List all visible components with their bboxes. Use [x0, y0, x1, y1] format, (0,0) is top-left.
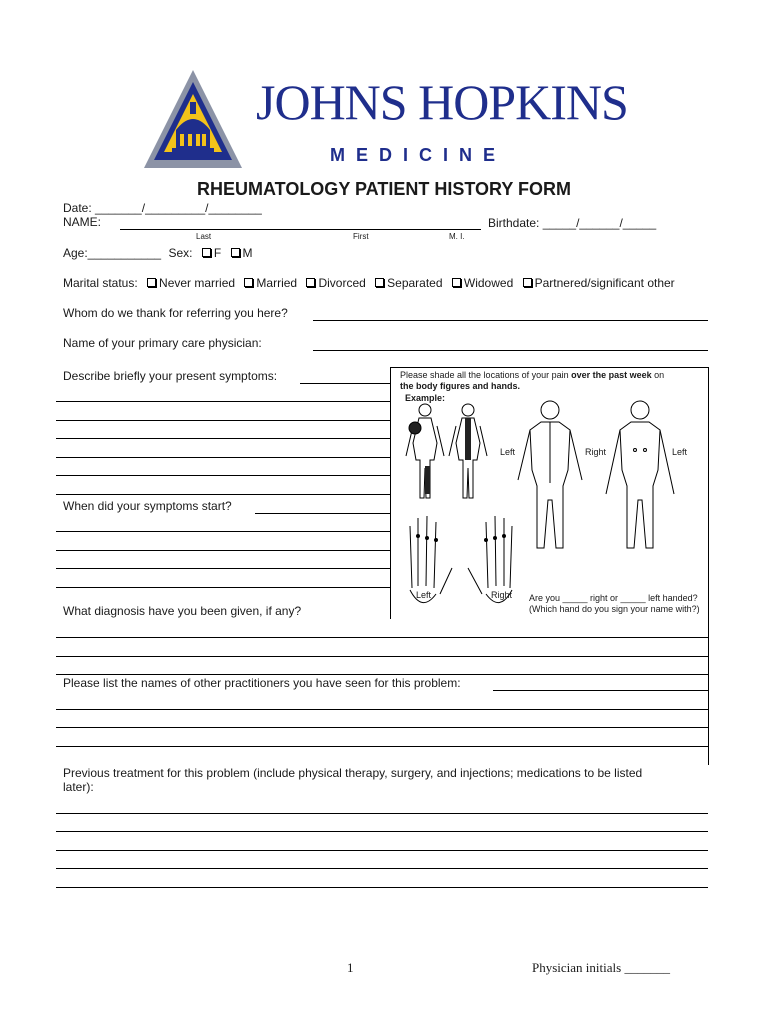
treatment-line[interactable] [56, 887, 708, 888]
treatment-question-2: later): [63, 780, 94, 794]
panel-border-top [390, 367, 708, 368]
example-back-figure-icon [449, 404, 487, 498]
start-line[interactable] [56, 587, 390, 588]
marital-label: Marital status: [63, 276, 138, 290]
handed-question-note: (Which hand do you sign your name with?) [529, 604, 700, 614]
panel-border-left [390, 367, 391, 619]
front-body-figure-icon [606, 401, 674, 548]
symptoms-question: Describe briefly your present symptoms: [63, 369, 278, 383]
symptoms-line[interactable] [56, 438, 390, 439]
pcp-question: Name of your primary care physician: [63, 336, 262, 350]
birthdate-field[interactable]: Birthdate: _____/______/_____ [488, 216, 657, 230]
marital-widowed-label: Widowed [463, 276, 514, 290]
start-line[interactable] [56, 550, 390, 551]
start-line[interactable] [56, 531, 390, 532]
logo-title: JOHNS HOPKINS [256, 74, 628, 130]
back-body-figure-icon [518, 401, 582, 548]
date-field[interactable]: Date: _______/_________/________ [63, 201, 262, 215]
pain-instruction-2: the body figures and hands. [400, 381, 521, 391]
diagnosis-line[interactable] [56, 674, 708, 675]
handed-question[interactable]: Are you _____ right or _____ left handed? [529, 593, 698, 603]
referral-question: Whom do we thank for referring you here? [63, 306, 288, 320]
name-label: NAME: [63, 215, 102, 229]
practitioners-line[interactable] [56, 709, 708, 710]
practitioners-line[interactable] [56, 727, 708, 728]
age-row [63, 246, 253, 260]
marital-married-label: Married [256, 276, 298, 290]
treatment-question: Previous treatment for this problem (include physical therapy, surgery, and injections; medications to be listed [63, 766, 643, 780]
pcp-field[interactable] [313, 350, 708, 351]
hopkins-shield-icon [140, 68, 246, 174]
physician-initials[interactable]: Physician initials _______ [532, 960, 670, 975]
start-field[interactable] [255, 513, 390, 514]
pain-instruction: Please shade all the locations of your pain over the past week on [400, 370, 665, 380]
hand-left-label: Left [416, 590, 432, 600]
example-front-figure-icon [406, 404, 444, 498]
diagnosis-line[interactable] [56, 637, 708, 638]
age-field[interactable]: Age:___________ [63, 246, 162, 260]
marital-never-label: Never married [159, 276, 236, 290]
sex-m-checkbox[interactable] [231, 248, 240, 257]
marital-row [63, 276, 675, 290]
johns-hopkins-logo [140, 68, 630, 176]
label-right-1: Right [585, 447, 607, 457]
panel-border-right [708, 367, 709, 765]
symptoms-line[interactable] [56, 401, 390, 402]
practitioners-line[interactable] [56, 746, 708, 747]
name-sub-first: First [353, 232, 369, 241]
label-left-2: Left [672, 447, 688, 457]
marital-divorced-checkbox[interactable] [306, 278, 315, 287]
symptoms-field[interactable] [300, 383, 390, 384]
marital-partnered-checkbox[interactable] [523, 278, 532, 287]
diagnosis-line[interactable] [56, 656, 708, 657]
name-sub-mi: M. I. [449, 232, 465, 241]
marital-never-checkbox[interactable] [147, 278, 156, 287]
start-line[interactable] [56, 568, 390, 569]
treatment-line[interactable] [56, 868, 708, 869]
marital-divorced-label: Divorced [318, 276, 366, 290]
diagnosis-question: What diagnosis have you been given, if any? [63, 604, 302, 618]
referral-field[interactable] [313, 320, 708, 321]
sex-m-label: M [242, 246, 253, 260]
marital-partnered-label: Partnered/significant other [534, 276, 675, 290]
example-label: Example: [405, 393, 446, 403]
treatment-line[interactable] [56, 813, 708, 814]
treatment-line[interactable] [56, 831, 708, 832]
name-sub-last: Last [196, 232, 212, 241]
hand-right-label: Right [491, 590, 513, 600]
logo-subtitle: MEDICINE [330, 145, 507, 165]
symptoms-line[interactable] [56, 420, 390, 421]
sex-f-label: F [213, 246, 222, 260]
form-title: RHEUMATOLOGY PATIENT HISTORY FORM [196, 179, 572, 199]
sex-f-checkbox[interactable] [202, 248, 211, 257]
marital-widowed-checkbox[interactable] [452, 278, 461, 287]
marital-separated-checkbox[interactable] [375, 278, 384, 287]
symptoms-line[interactable] [56, 494, 390, 495]
page-number: 1 [347, 960, 354, 975]
marital-married-checkbox[interactable] [244, 278, 253, 287]
sex-label: Sex: [168, 246, 193, 260]
name-field[interactable] [120, 229, 481, 230]
label-left-1: Left [500, 447, 516, 457]
symptoms-line[interactable] [56, 457, 390, 458]
practitioners-field[interactable] [493, 690, 708, 691]
marital-separated-label: Separated [387, 276, 443, 290]
start-question: When did your symptoms start? [63, 499, 232, 513]
treatment-line[interactable] [56, 850, 708, 851]
symptoms-line[interactable] [56, 475, 390, 476]
practitioners-question: Please list the names of other practitioners you have seen for this problem: [63, 676, 461, 690]
